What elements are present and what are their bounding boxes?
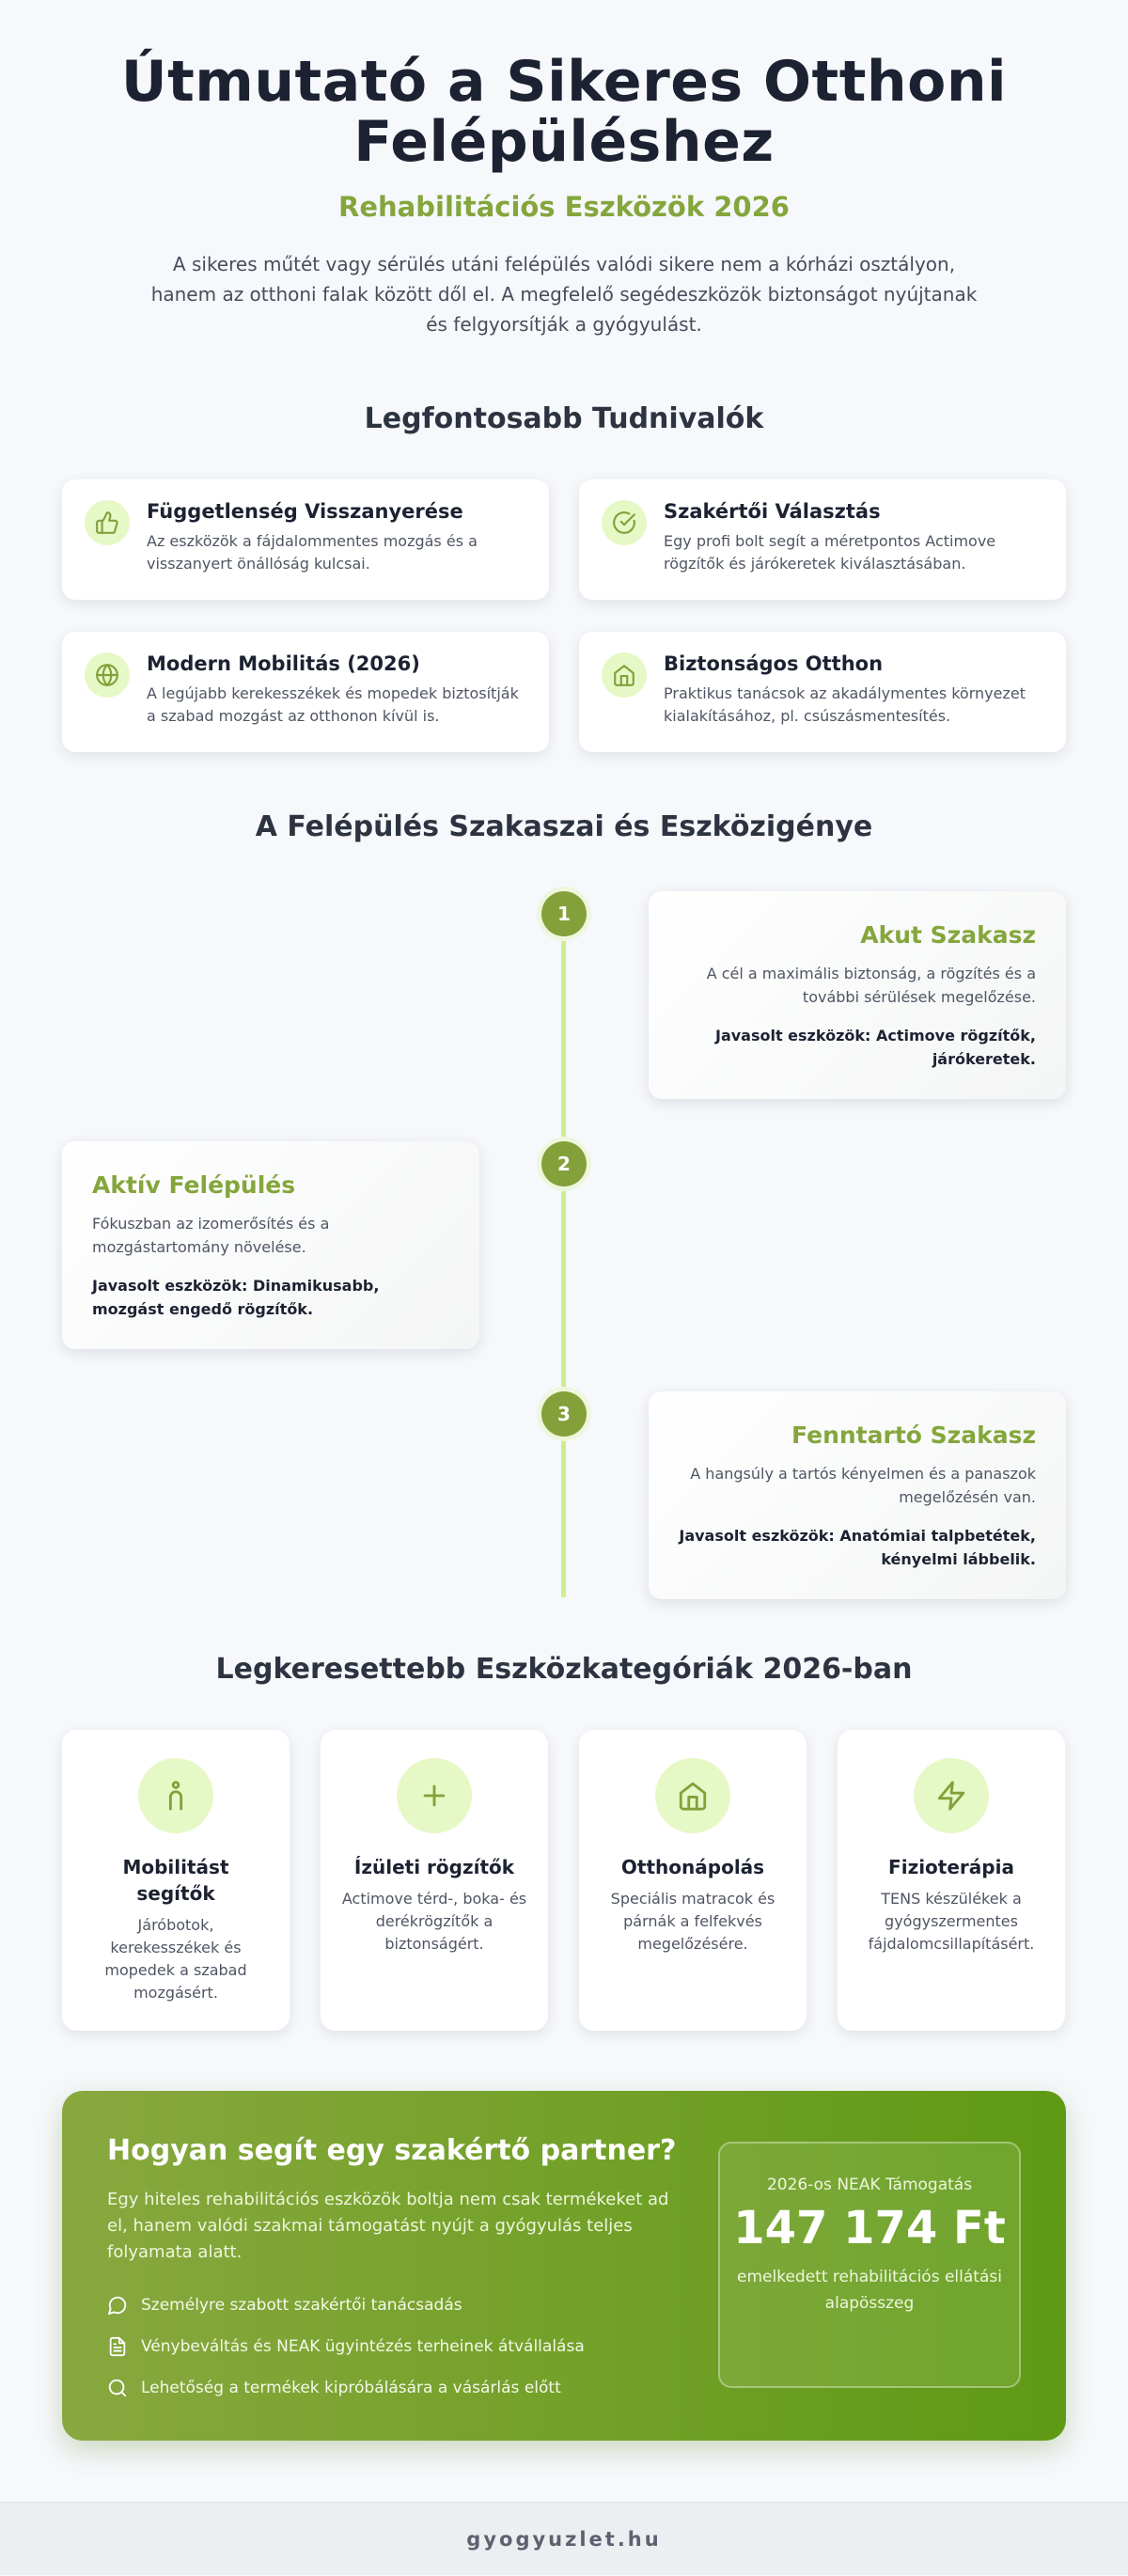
category-text: Járóbotok, kerekesszékek és mopedek a szabad mozgásért. — [104, 1916, 247, 2002]
page-subtitle: Rehabilitációs Eszközök 2026 — [338, 191, 790, 223]
timeline-line — [561, 914, 566, 1597]
home-icon — [655, 1758, 730, 1833]
info-card-title: Biztonságos Otthon — [664, 652, 884, 675]
info-card-expert-choice — [579, 479, 1066, 600]
footer — [0, 2502, 1128, 2575]
stage-description: A hangsúly a tartós kényelmen és a panaszok megelőzésén van. — [690, 1465, 1036, 1506]
category-card-home-care — [579, 1730, 807, 2031]
stage-title: Akut Szakasz — [860, 921, 1036, 949]
check-circle-icon — [602, 500, 647, 545]
category-title: Fizioterápia — [888, 1856, 1014, 1878]
step-number: 3 — [541, 1391, 587, 1437]
stages-title: A Felépülés Szakaszai és Eszközigénye — [255, 810, 873, 843]
support-description: emelkedett rehabilitációs ellátási alapösszeg — [737, 2268, 1002, 2313]
page-title: Útmutató a Sikeres Otthoni Felépüléshez — [120, 49, 1008, 175]
support-label: 2026-os NEAK Támogatás — [766, 2175, 973, 2194]
benefit-text: Vénybeváltás és NEAK ügyintézés terheinek átvállalása — [141, 2337, 585, 2356]
stage-card-active — [62, 1141, 479, 1349]
support-amount: 147 174 Ft — [733, 2202, 1006, 2254]
info-card-modern-mobility — [62, 632, 549, 752]
stage-tools: Javasolt eszközök: Dinamikusabb, mozgást engedő rögzítők. — [92, 1277, 380, 1318]
category-text: TENS készülékek a gyógyszermentes fájdalomcsillapításért. — [868, 1890, 1035, 1953]
info-card-title: Függetlenség Visszanyerése — [147, 500, 463, 523]
lightning-icon — [914, 1758, 989, 1833]
category-text: Speciális matracok és párnák a felfekvés megelőzésére. — [610, 1890, 776, 1953]
intro-text: A sikeres műtét vagy sérülés utáni felépülés valódi sikere nem a kórházi osztályon, hanem az otthoni falak között dől el. A megfelelő segédeszközök biztonságot nyújtanak és felgyorsítják a gyógyulást. — [150, 253, 978, 336]
search-icon — [107, 2378, 128, 2398]
info-card-title: Modern Mobilitás (2026) — [147, 652, 420, 675]
plus-icon — [397, 1758, 472, 1833]
home-icon — [602, 652, 647, 698]
stage-card-acute — [649, 891, 1066, 1099]
stage-title: Fenntartó Szakasz — [791, 1422, 1036, 1449]
info-card-title: Szakértői Választás — [664, 500, 881, 523]
partner-title: Hogyan segít egy szakértő partner? — [107, 2134, 677, 2167]
info-card-text: Az eszközök a fájdalommentes mozgás és a visszanyert önállóság kulcsai. — [147, 532, 478, 573]
category-title: Ízületi rögzítők — [353, 1856, 515, 1878]
stage-description: A cél a maximális biztonság, a rögzítés és a további sérülések megelőzése. — [706, 965, 1036, 1006]
neak-support-box — [718, 2142, 1021, 2388]
footer-site-name[interactable]: gyogyuzlet.hu — [466, 2528, 662, 2551]
category-card-mobility — [62, 1730, 290, 2031]
stage-tools: Javasolt eszközök: Anatómiai talpbetétek, kényelmi lábbelik. — [679, 1527, 1036, 1568]
step-number: 2 — [541, 1141, 587, 1186]
benefit-text: Lehetőség a termékek kipróbálására a vásárlás előtt — [141, 2379, 561, 2397]
benefit-item — [107, 2326, 585, 2367]
stage-card-maintenance — [649, 1391, 1066, 1599]
document-icon — [107, 2336, 128, 2357]
stage-tools: Javasolt eszközök: Actimove rögzítők, járókeretek. — [714, 1027, 1036, 1068]
category-card-physiotherapy — [838, 1730, 1065, 2031]
key-info-title: Legfontosabb Tudnivalók — [364, 402, 764, 435]
category-title: Otthonápolás — [620, 1856, 765, 1878]
info-card-safe-home — [579, 632, 1066, 752]
categories-title: Legkeresettebb Eszközkategóriák 2026-ban — [215, 1653, 913, 1686]
benefit-text: Személyre szabott szakértői tanácsadás — [141, 2296, 462, 2315]
stage-title: Aktív Felépülés — [92, 1171, 296, 1199]
globe-icon — [85, 652, 130, 698]
person-icon — [138, 1758, 213, 1833]
partner-text: Egy hiteles rehabilitációs eszközök boltja nem csak termékeket ad el, hanem valódi szakmai támogatást nyújt a gyógyulás teljes folyamata alatt. — [107, 2190, 669, 2262]
benefit-item — [107, 2367, 585, 2409]
benefit-item — [107, 2285, 585, 2326]
info-card-text: Egy profi bolt segít a méretpontos Actimove rögzítők és járókeretek kiválasztásában. — [664, 532, 996, 573]
category-text: Actimove térd-, boka- és derékrögzítők a biztonságért. — [341, 1890, 527, 1953]
thumbs-up-icon — [85, 500, 130, 545]
info-card-text: A legújabb kerekesszékek és mopedek biztosítják a szabad mozgást az otthonon kívül is. — [147, 684, 519, 725]
page-header — [0, 49, 1128, 339]
info-card-independence — [62, 479, 549, 600]
benefits-list — [107, 2285, 585, 2409]
category-card-joint-braces — [321, 1730, 548, 2031]
category-title: Mobilitást segítők — [122, 1856, 229, 1905]
step-number: 1 — [541, 891, 587, 936]
chat-icon — [107, 2295, 128, 2316]
partner-section — [62, 2091, 1066, 2441]
stage-description: Fókuszban az izomerősítés és a mozgástartomány növelése. — [92, 1215, 330, 1256]
info-card-text: Praktikus tanácsok az akadálymentes környezet kialakításához, pl. csúszásmentesítés. — [664, 684, 1026, 725]
